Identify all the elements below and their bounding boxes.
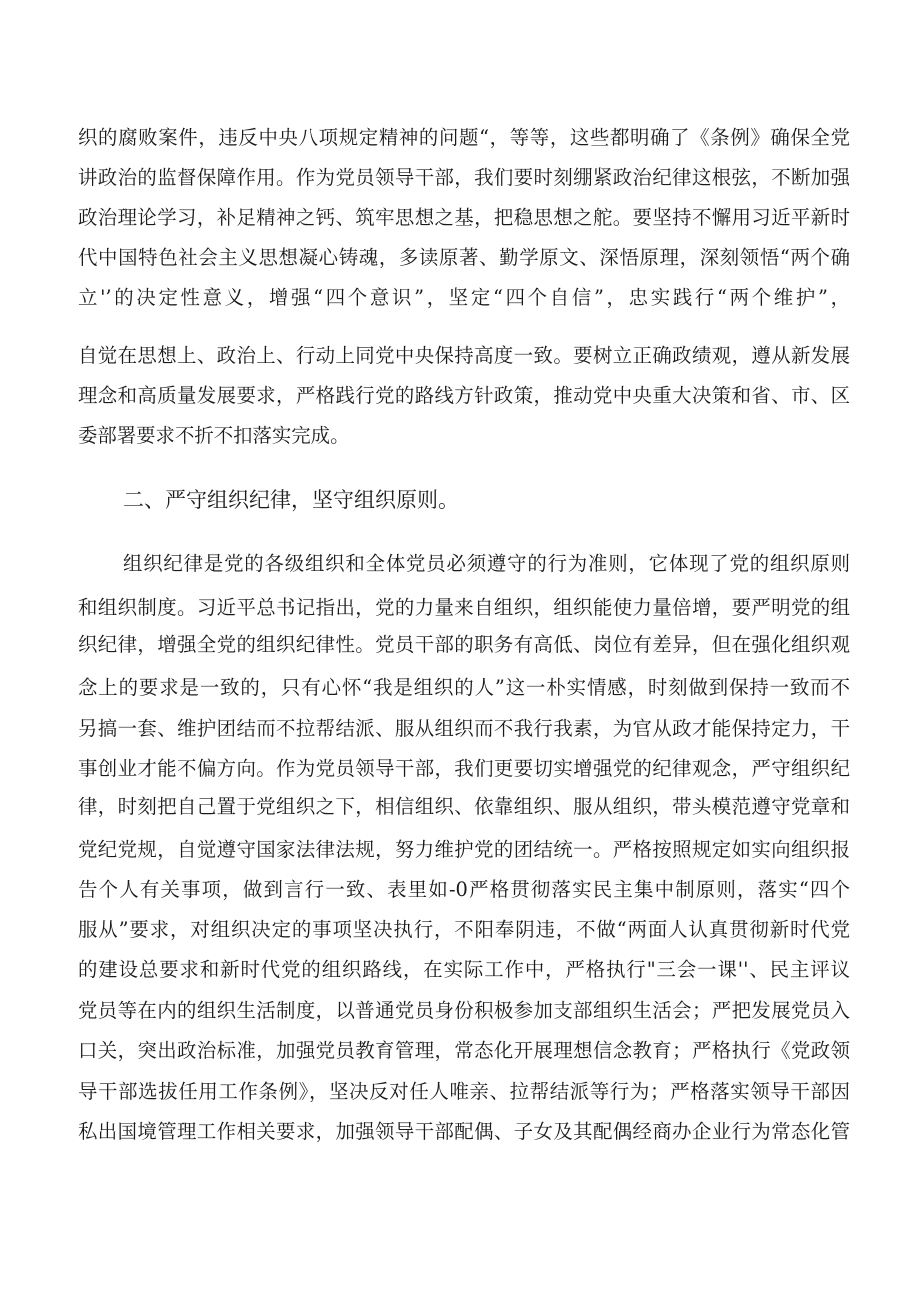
section-heading: 二、严守组织纪律，坚守组织原则。: [123, 488, 459, 512]
paragraph2-line-8: 党纪党规，自觉遵守国家法律法规，努力维护党的团结统一。严格按照规定如实向组织报: [78, 838, 850, 861]
paragraph2-line-11: 的建设总要求和新时代党的组织路线，在实际工作中，严格执行"三会一课''、民主评议: [78, 958, 850, 981]
paragraph2-line-12: 党员等在内的组织生活制度，以普通党员身份积极参加支部组织生活会；严把发展党员入: [78, 999, 850, 1022]
paragraph1-line-5: 立'’的决定性意义，增强“四个意识”，坚定“四个自信”，忠实践行“两个维护”，: [78, 286, 850, 309]
paragraph1-line-1: 织的腐败案件，违反中央八项规定精神的问题“，等等，这些都明确了《条例》确保全党: [78, 126, 850, 149]
paragraph2-line-7: 律，时刻把自己置于党组织之下，相信组织、依靠组织、服从组织，带头模范遵守党章和: [78, 795, 850, 818]
paragraph2-line-15: 私出国境管理工作相关要求，加强领导干部配偶、子女及其配偶经商办企业行为常态化管: [78, 1120, 850, 1143]
paragraph2-line-6: 事创业才能不偏方向。作为党员领导干部，我们更要切实增强党的纪律观念，严守组织纪: [78, 757, 850, 780]
paragraph1-line-8: 委部署要求不折不扣落实完成。: [78, 424, 350, 447]
paragraph1-line-4: 代中国特色社会主义思想凝心铸魂，多读原著、勤学原文、深悟原理，深刻领悟“两个确: [78, 246, 850, 269]
paragraph1-line-2: 讲政治的监督保障作用。作为党员领导干部，我们要时刻绷紧政治纪律这根弦，不断加强: [78, 166, 850, 189]
paragraph2-line-14: 导干部选拔任用工作条例》，坚决反对任人唯亲、拉帮结派等行为；严格落实领导干部因: [78, 1080, 850, 1103]
paragraph2-line-1: 组织纪律是党的各级组织和全体党员必须遵守的行为准则，它体现了党的组织原则: [123, 552, 850, 575]
paragraph2-line-9: 告个人有关事项，做到言行一致、表里如-0严格贯彻落实民主集中制原则，落实“四个: [78, 878, 850, 901]
paragraph2-line-2: 和组织制度。习近平总书记指出，党的力量来自组织，组织能使力量倍增，要严明党的组: [78, 596, 850, 619]
paragraph2-line-13: 口关，突出政治标准，加强党员教育管理，常态化开展理想信念教育；严格执行《党政领: [78, 1039, 850, 1062]
paragraph2-line-4: 念上的要求是一致的，只有心怀“我是组织的人”这一朴实情感，时刻做到保持一致而不: [78, 676, 850, 699]
paragraph2-line-3: 织纪律，增强全党的组织纪律性。党员干部的职务有高低、岗位有差异，但在强化组织观: [78, 633, 850, 656]
paragraph2-line-5: 另搞一套、维护团结而不拉帮结派、服从组织而不我行我素，为官从政才能保持定力，干: [78, 717, 850, 740]
paragraph1-line-6: 自觉在思想上、政治上、行动上同党中央保持高度一致。要树立正确政绩观，遵从新发展: [78, 344, 850, 367]
paragraph1-line-3: 政治理论学习，补足精神之钙、筑牢思想之基，把稳思想之舵。要坚持不懈用习近平新时: [78, 206, 850, 229]
paragraph2-line-10: 服从”要求，对组织决定的事项坚决执行，不阳奉阴违，不做“两面人认真贯彻新时代党: [78, 918, 850, 941]
paragraph1-line-7: 理念和高质量发展要求，严格践行党的路线方针政策，推动党中央重大决策和省、市、区: [78, 384, 850, 407]
